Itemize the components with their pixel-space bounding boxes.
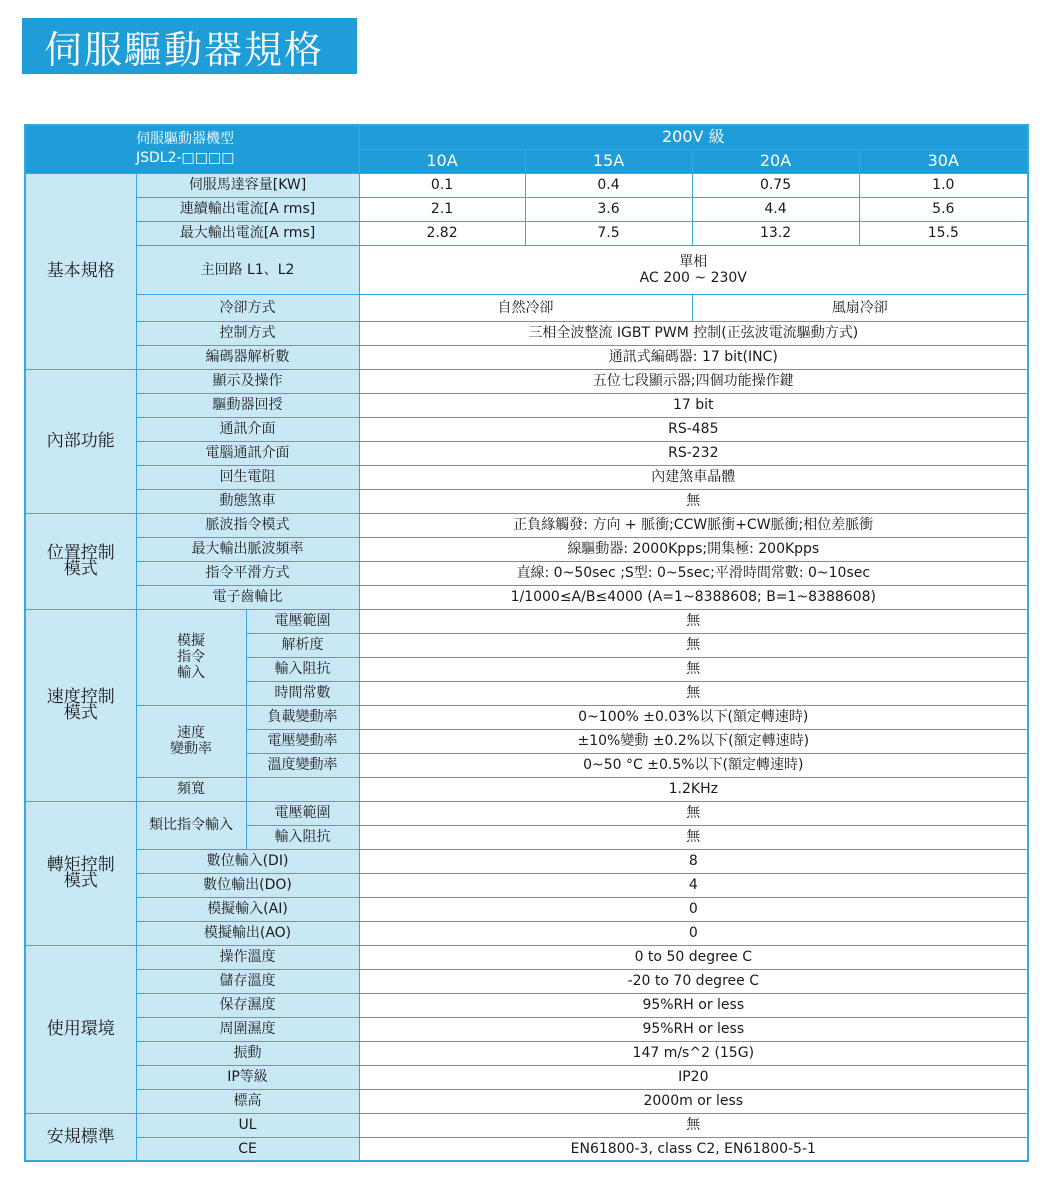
table-row — [25, 1089, 1028, 1113]
cell-value: EN61800-3, class C2, EN61800-5-1 — [359, 1137, 1028, 1161]
row-label: 儲存溫度 — [136, 969, 359, 993]
table-row — [25, 294, 1028, 321]
analog-input-group: 類比指令輸入 — [136, 801, 246, 849]
row-label: 通訊介面 — [136, 417, 359, 441]
category-torque — [25, 801, 136, 945]
row-label: 電子齒輪比 — [136, 585, 359, 609]
cell-value: 無 — [359, 609, 1028, 633]
cell-value: 無 — [359, 1113, 1028, 1137]
cell-value: 正負緣觸發: 方向 + 脈衝;CCW脈衝+CW脈衝;相位差脈衝 — [359, 513, 1028, 537]
cell-value: RS-232 — [359, 441, 1028, 465]
row-label: 操作溫度 — [136, 945, 359, 969]
row-label: 保存濕度 — [136, 993, 359, 1017]
row-label: 最大輸出脈波頻率 — [136, 537, 359, 561]
row-label: 驅動器回授 — [136, 393, 359, 417]
category-line: 速度控制 — [46, 687, 115, 707]
cell-value: 95%RH or less — [359, 993, 1028, 1017]
table-row — [25, 245, 1028, 294]
table-row — [25, 1065, 1028, 1089]
cell-value: 0 to 50 degree C — [359, 945, 1028, 969]
table-row — [25, 393, 1028, 417]
group-line: 模擬 — [177, 633, 205, 649]
table-row — [25, 465, 1028, 489]
cell-value: 13.2 — [692, 221, 859, 245]
main-circuit-voltage: AC 200 ~ 230V — [639, 269, 747, 286]
cell-value: 0.75 — [692, 173, 859, 197]
cell-value: 無 — [359, 489, 1028, 513]
row-label: 解析度 — [246, 633, 359, 657]
table-row — [25, 321, 1028, 345]
cell-value: 無 — [359, 657, 1028, 681]
model-header — [25, 125, 359, 173]
cell-value: 2.1 — [359, 197, 525, 221]
cell-value: 自然冷卻 — [359, 294, 692, 321]
row-label: 電壓範圍 — [246, 801, 359, 825]
table-row — [25, 921, 1028, 945]
row-label: 顯示及操作 — [136, 369, 359, 393]
cell-value: 通訊式編碼器: 17 bit(INC) — [359, 345, 1028, 369]
group-line: 指令 — [177, 649, 205, 665]
category-line: 模式 — [63, 703, 98, 723]
row-label: 負載變動率 — [246, 705, 359, 729]
table-row — [25, 1017, 1028, 1041]
column-header: 20A — [692, 149, 859, 173]
table-row — [25, 993, 1028, 1017]
table-row — [25, 777, 1028, 801]
page-title: 伺服驅動器規格 — [22, 18, 357, 74]
cell-value: 1.2KHz — [359, 777, 1028, 801]
table-row — [25, 969, 1028, 993]
table-row — [25, 513, 1028, 537]
category-position — [25, 513, 136, 609]
row-label: 回生電阻 — [136, 465, 359, 489]
table-row — [25, 801, 1028, 825]
cell-value: 無 — [359, 633, 1028, 657]
category-basic: 基本規格 — [25, 173, 136, 369]
row-label: 最大輸出電流[A rms] — [136, 221, 359, 245]
row-label: 模擬輸入(AI) — [136, 897, 359, 921]
cell-value: 0.1 — [359, 173, 525, 197]
cell-value: RS-485 — [359, 417, 1028, 441]
analog-command-group — [136, 609, 246, 705]
table-row — [25, 705, 1028, 729]
cell-value: 4.4 — [692, 197, 859, 221]
row-label: 指令平滑方式 — [136, 561, 359, 585]
cell-value: 1.0 — [859, 173, 1028, 197]
category-speed — [25, 609, 136, 801]
table-row — [25, 945, 1028, 969]
row-label: 動態煞車 — [136, 489, 359, 513]
category-line: 模式 — [63, 559, 98, 579]
cell-value: 5.6 — [859, 197, 1028, 221]
empty-cell — [246, 777, 359, 801]
column-header: 10A — [359, 149, 525, 173]
row-label: IP等級 — [136, 1065, 359, 1089]
table-row — [25, 537, 1028, 561]
table-row — [25, 441, 1028, 465]
cell-value: 線驅動器: 2000Kpps;開集極: 200Kpps — [359, 537, 1028, 561]
category-environment: 使用環境 — [25, 945, 136, 1113]
row-label: 振動 — [136, 1041, 359, 1065]
cell-value: 15.5 — [859, 221, 1028, 245]
model-label: 伺服驅動器機型 — [136, 131, 234, 148]
cell-value: 7.5 — [525, 221, 692, 245]
row-label: 標高 — [136, 1089, 359, 1113]
category-safety: 安規標準 — [25, 1113, 136, 1161]
table-row — [25, 1137, 1028, 1161]
table-row — [25, 1113, 1028, 1137]
servo-drive-spec-table — [24, 124, 1029, 1162]
cell-value: 2000m or less — [359, 1089, 1028, 1113]
group-line: 速度 — [177, 725, 205, 741]
cell-value: 147 m/s^2 (15G) — [359, 1041, 1028, 1065]
table-row — [25, 417, 1028, 441]
model-code: JSDL2-□□□□ — [136, 150, 235, 167]
row-label: 時間常數 — [246, 681, 359, 705]
row-label: 電腦通訊介面 — [136, 441, 359, 465]
cell-value: 0 — [359, 921, 1028, 945]
cell-value: 0~100% ±0.03%以下(額定轉速時) — [359, 705, 1028, 729]
cell-value: 三相全波整流 IGBT PWM 控制(正弦波電流驅動方式) — [359, 321, 1028, 345]
table-row — [25, 345, 1028, 369]
category-internal: 內部功能 — [25, 369, 136, 513]
cell-value: 8 — [359, 849, 1028, 873]
cell-value: 2.82 — [359, 221, 525, 245]
table-row — [25, 221, 1028, 245]
row-label: 電壓範圍 — [246, 609, 359, 633]
row-label: CE — [136, 1137, 359, 1161]
row-label: 數位輸入(DI) — [136, 849, 359, 873]
table-row — [25, 197, 1028, 221]
header-row-1 — [25, 125, 1028, 149]
category-line: 位置控制 — [46, 543, 115, 563]
table-row — [25, 897, 1028, 921]
table-row — [25, 873, 1028, 897]
cell-value: 內建煞車晶體 — [359, 465, 1028, 489]
cell-value: 17 bit — [359, 393, 1028, 417]
row-label: 控制方式 — [136, 321, 359, 345]
row-label: 模擬輸出(AO) — [136, 921, 359, 945]
cell-value: 4 — [359, 873, 1028, 897]
cell-value: 無 — [359, 825, 1028, 849]
cell-value: 風扇冷卻 — [692, 294, 1028, 321]
table-row — [25, 561, 1028, 585]
cell-value: 五位七段顯示器;四個功能操作鍵 — [359, 369, 1028, 393]
column-header: 30A — [859, 149, 1028, 173]
row-label: 輸入阻抗 — [246, 657, 359, 681]
row-label: 脈波指令模式 — [136, 513, 359, 537]
cell-value: 3.6 — [525, 197, 692, 221]
table-row — [25, 609, 1028, 633]
cell-value: 0~50 °C ±0.5%以下(額定轉速時) — [359, 753, 1028, 777]
row-label: UL — [136, 1113, 359, 1137]
category-line: 轉矩控制 — [46, 855, 115, 875]
cell-value: ±10%變動 ±0.2%以下(額定轉速時) — [359, 729, 1028, 753]
cell-value: 0.4 — [525, 173, 692, 197]
main-circuit-phase: 單相 — [679, 253, 708, 270]
table-row — [25, 1041, 1028, 1065]
voltage-class-header: 200V 級 — [359, 125, 1028, 149]
cell-value: IP20 — [359, 1065, 1028, 1089]
row-label: 頻寬 — [136, 777, 246, 801]
cell-value: 無 — [359, 681, 1028, 705]
category-line: 模式 — [63, 871, 98, 891]
row-label: 數位輸出(DO) — [136, 873, 359, 897]
row-label: 編碼器解析數 — [136, 345, 359, 369]
row-label: 連續輸出電流[A rms] — [136, 197, 359, 221]
cell-value: -20 to 70 degree C — [359, 969, 1028, 993]
group-line: 變動率 — [170, 741, 212, 757]
row-label: 溫度變動率 — [246, 753, 359, 777]
cell-value: 1/1000≤A/B≤4000 (A=1~8388608; B=1~8388608) — [359, 585, 1028, 609]
table-row — [25, 369, 1028, 393]
speed-rate-group — [136, 705, 246, 777]
cell-value: 直線: 0~50sec ;S型: 0~5sec;平滑時間常數: 0~10sec — [359, 561, 1028, 585]
column-header: 15A — [525, 149, 692, 173]
cell-value: 0 — [359, 897, 1028, 921]
table-row — [25, 489, 1028, 513]
row-label: 伺服馬達容量[KW] — [136, 173, 359, 197]
table-row — [25, 585, 1028, 609]
row-label: 輸入阻抗 — [246, 825, 359, 849]
cell-value: 95%RH or less — [359, 1017, 1028, 1041]
table-row — [25, 173, 1028, 197]
cell-value — [359, 245, 1028, 294]
row-label: 電壓變動率 — [246, 729, 359, 753]
group-line: 輸入 — [177, 665, 205, 681]
row-label: 主回路 L1、L2 — [136, 245, 359, 294]
row-label: 周圍濕度 — [136, 1017, 359, 1041]
cell-value: 無 — [359, 801, 1028, 825]
table-row — [25, 849, 1028, 873]
row-label: 冷卻方式 — [136, 294, 359, 321]
